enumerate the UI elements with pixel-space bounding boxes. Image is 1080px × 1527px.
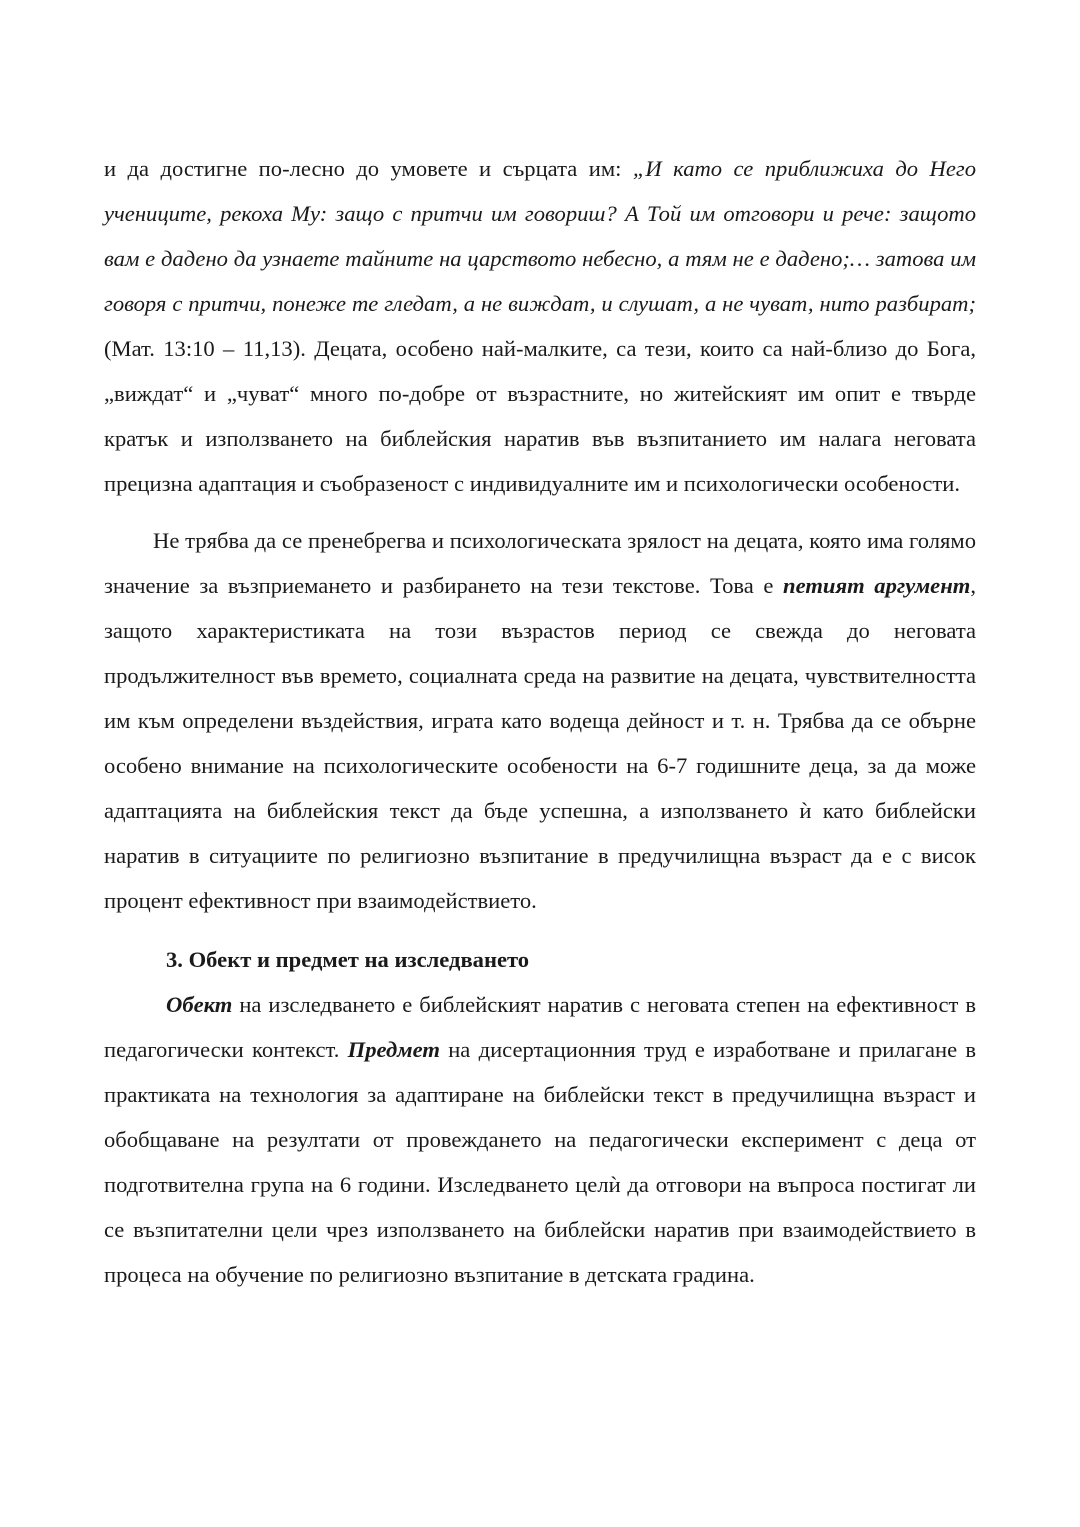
document-page	[104, 146, 976, 1297]
fifth-argument-emphasis: петият аргумент	[783, 573, 971, 598]
term-object: Обект	[166, 992, 233, 1017]
paragraph2-rest: , защото характеристиката на този възрастов период се свежда до неговата продължителност във времето, социалната среда на развитие на децата, чувствителността им към определени въздействия, играта като водеща дейност и т. н. Трябва да се обърне особено внимание на психологическите особености на 6-7 годишните деца, за да може адаптацията на библейския текст да бъде успешна, а използването ѝ като библейски наратив в ситуациите по религиозно възпитание в предучилищна възраст да е с висок процент ефективност при взаимодействието.	[104, 573, 976, 913]
paragraph-object-subject	[104, 982, 976, 1297]
paragraph-fifth-argument	[104, 518, 976, 923]
subject-text: на дисертационния труд е изработване и прилагане в практиката на технология за адаптиране на библейски текст в предучилищна възраст и обобщаване на резултати от провеждането на педагогически експеримент с деца от подготвителна група на 6 години. Изследването целѝ да отговори на въпроса постигат ли се възпитателни цели чрез използването на библейски наратив при взаимодействието в процеса на обучение по религиозно възпитание в детската градина.	[104, 1037, 977, 1287]
paragraph1-rest: (Мат. 13:10 – 11,13). Децата, особено най-малките, са тези, които са най-близо до Бога, „виждат“ и „чуват“ много по-добре от възрастните, но житейският им опит е твърде кратък и използването на библейския наратив във възпитанието им налага неговата прецизна адаптация и съобразеност с индивидуалните им и психологически особености.	[104, 336, 976, 496]
scripture-quote: „И като се приближиха до Него учениците, рекоха Му: защо с притчи им говориш? А Той им отговори и рече: защото вам е дадено да узнаете тайните на царството небесно, а тям не е дадено;… затова им говоря с притчи, понеже те гледат, а не виждат, и слушат, а не чуват, нито разбират;	[104, 156, 976, 316]
paragraph2-lead: Не трябва да се пренебрегва и психологическата зрялост на децата, която има голямо значение за възприемането и разбирането на тези текстове. Това е	[104, 528, 976, 598]
paragraph1-lead: и да достигне по-лесно до умовете и сърцата им:	[104, 156, 633, 181]
section-heading: 3. Обект и предмет на изследването	[166, 947, 530, 972]
term-subject: Предмет	[347, 1037, 440, 1062]
paragraph-parable-quote	[104, 146, 976, 506]
object-text: на изследването е библейският наратив с неговата степен на ефективност в педагогически контекст.	[104, 992, 976, 1062]
